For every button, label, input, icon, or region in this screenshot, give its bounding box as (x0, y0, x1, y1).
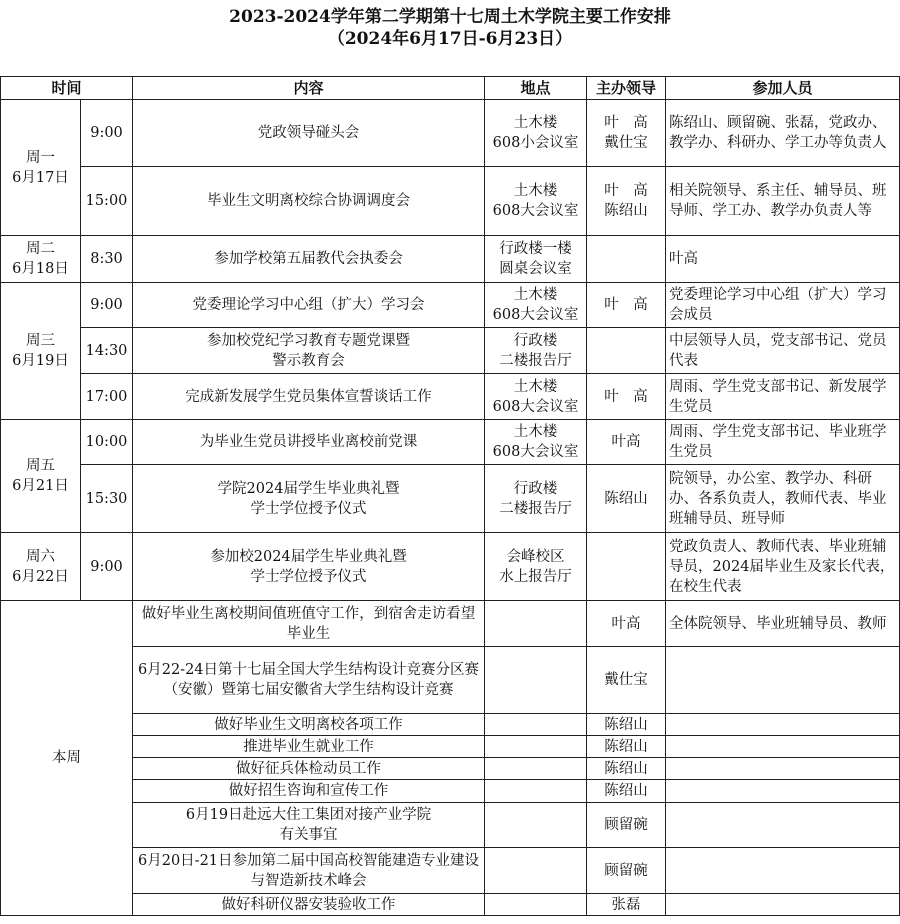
location-cell (485, 803, 587, 848)
table-row (1, 803, 900, 848)
header-participants: 参加人员 (666, 77, 900, 100)
participants-cell: 叶高 (666, 236, 900, 283)
table-row (1, 736, 900, 758)
leader-cell: 陈绍山 (587, 758, 666, 780)
leader-cell (587, 236, 666, 283)
leader-cell: 叶高 (587, 601, 666, 647)
day-cell: 周一 6月17日 (1, 100, 81, 236)
header-leader: 主办领导 (587, 77, 666, 100)
content-cell: 毕业生文明离校综合协调调度会 (133, 167, 485, 236)
day-cell: 周二 6月18日 (1, 236, 81, 283)
location-cell (485, 601, 587, 647)
participants-cell: 院领导，办公室、教学办、科研办、各系负责人，教师代表、毕业班辅导员、班导师 (666, 465, 900, 533)
content-cell: 做好毕业生文明离校各项工作 (133, 714, 485, 736)
content-cell: 党委理论学习中心组（扩大）学习会 (133, 283, 485, 328)
table-row (1, 714, 900, 736)
leader-cell: 顾留碗 (587, 848, 666, 894)
table-row (1, 533, 900, 601)
table-row (1, 167, 900, 236)
participants-cell (666, 803, 900, 848)
content-cell: 6月22-24日第十七届全国大学生结构设计竞赛分区赛（安徽）暨第七届安徽省大学生结构设计竞赛 (133, 647, 485, 714)
header-row (1, 77, 900, 100)
content-cell: 参加学校第五届教代会执委会 (133, 236, 485, 283)
location-cell: 行政楼 二楼报告厅 (485, 465, 587, 533)
leader-cell: 陈绍山 (587, 714, 666, 736)
location-cell (485, 894, 587, 916)
table-row (1, 374, 900, 420)
participants-cell: 党委理论学习中心组（扩大）学习会成员 (666, 283, 900, 328)
time-cell: 15:00 (81, 167, 133, 236)
content-cell: 学院2024届学生毕业典礼暨 学士学位授予仪式 (133, 465, 485, 533)
participants-cell (666, 647, 900, 714)
location-cell (485, 714, 587, 736)
content-cell: 做好科研仪器安装验收工作 (133, 894, 485, 916)
table-row (1, 848, 900, 894)
leader-cell: 叶 高 陈绍山 (587, 167, 666, 236)
leader-cell: 叶 高 (587, 374, 666, 420)
time-cell: 9:00 (81, 100, 133, 167)
table-row (1, 236, 900, 283)
location-cell: 行政楼一楼 圆桌会议室 (485, 236, 587, 283)
leader-cell: 叶 高 (587, 283, 666, 328)
leader-cell: 陈绍山 (587, 780, 666, 803)
location-cell: 土木楼 608小会议室 (485, 100, 587, 167)
participants-cell: 周雨、学生党支部书记、新发展学生党员 (666, 374, 900, 420)
location-cell: 土木楼 608大会议室 (485, 420, 587, 465)
header-location: 地点 (485, 77, 587, 100)
header-content: 内容 (133, 77, 485, 100)
time-cell: 8:30 (81, 236, 133, 283)
participants-cell: 周雨、学生党支部书记、毕业班学生党员 (666, 420, 900, 465)
day-cell: 周五 6月21日 (1, 420, 81, 533)
time-cell: 17:00 (81, 374, 133, 420)
time-cell: 9:00 (81, 283, 133, 328)
location-cell (485, 780, 587, 803)
content-cell: 参加校党纪学习教育专题党课暨 警示教育会 (133, 328, 485, 374)
content-cell: 做好征兵体检动员工作 (133, 758, 485, 780)
time-cell: 10:00 (81, 420, 133, 465)
day-cell: 周三 6月19日 (1, 283, 81, 420)
participants-cell (666, 848, 900, 894)
table-row (1, 647, 900, 714)
participants-cell (666, 736, 900, 758)
participants-cell: 中层领导人员，党支部书记、党员代表 (666, 328, 900, 374)
leader-cell: 顾留碗 (587, 803, 666, 848)
participants-cell (666, 894, 900, 916)
content-cell: 参加校2024届学生毕业典礼暨 学士学位授予仪式 (133, 533, 485, 601)
leader-cell: 张磊 (587, 894, 666, 916)
location-cell: 土木楼 608大会议室 (485, 283, 587, 328)
participants-cell: 党政负责人、教师代表、毕业班辅导员，2024届毕业生及家长代表，在校生代表 (666, 533, 900, 601)
document-subtitle: （2024年6月17日-6月23日） (327, 29, 573, 49)
leader-cell: 陈绍山 (587, 736, 666, 758)
leader-cell: 戴仕宝 (587, 647, 666, 714)
participants-cell: 全体院领导、毕业班辅导员、教师 (666, 601, 900, 647)
participants-cell (666, 714, 900, 736)
leader-cell: 陈绍山 (587, 465, 666, 533)
content-cell: 为毕业生党员讲授毕业离校前党课 (133, 420, 485, 465)
table-row (1, 601, 900, 647)
location-cell: 土木楼 608大会议室 (485, 374, 587, 420)
document-title: 2023-2024学年第二学期第十七周土木学院主要工作安排 (229, 7, 671, 27)
content-cell: 党政领导碰头会 (133, 100, 485, 167)
table-row (1, 420, 900, 465)
content-cell: 6月19日赴远大住工集团对接产业学院 有关事宜 (133, 803, 485, 848)
participants-cell: 陈绍山、顾留碗、张磊，党政办、教学办、科研办、学工办等负责人 (666, 100, 900, 167)
location-cell: 土木楼 608大会议室 (485, 167, 587, 236)
table-row (1, 465, 900, 533)
time-cell: 14:30 (81, 328, 133, 374)
participants-cell (666, 780, 900, 803)
location-cell: 行政楼 二楼报告厅 (485, 328, 587, 374)
location-cell (485, 736, 587, 758)
table-row (1, 328, 900, 374)
leader-cell: 叶 高 戴仕宝 (587, 100, 666, 167)
table-row (1, 894, 900, 916)
content-cell: 做好毕业生离校期间值班值守工作，到宿舍走访看望毕业生 (133, 601, 485, 647)
table-row (1, 758, 900, 780)
time-cell: 15:30 (81, 465, 133, 533)
content-cell: 推进毕业生就业工作 (133, 736, 485, 758)
location-cell (485, 647, 587, 714)
table-row (1, 283, 900, 328)
day-cell: 本周 (1, 601, 133, 916)
table-row (1, 100, 900, 167)
table-row (1, 780, 900, 803)
leader-cell: 叶高 (587, 420, 666, 465)
content-cell: 完成新发展学生党员集体宣誓谈话工作 (133, 374, 485, 420)
header-time: 时间 (1, 77, 133, 100)
leader-cell (587, 533, 666, 601)
location-cell (485, 848, 587, 894)
location-cell: 会峰校区 水上报告厅 (485, 533, 587, 601)
content-cell: 做好招生咨询和宣传工作 (133, 780, 485, 803)
location-cell (485, 758, 587, 780)
content-cell: 6月20日-21日参加第二届中国高校智能建造专业建设与智造新技术峰会 (133, 848, 485, 894)
day-cell: 周六 6月22日 (1, 533, 81, 601)
time-cell: 9:00 (81, 533, 133, 601)
participants-cell (666, 758, 900, 780)
participants-cell: 相关院领导、系主任、辅导员、班导师、学工办、教学办负责人等 (666, 167, 900, 236)
schedule-table (0, 76, 900, 916)
leader-cell (587, 328, 666, 374)
